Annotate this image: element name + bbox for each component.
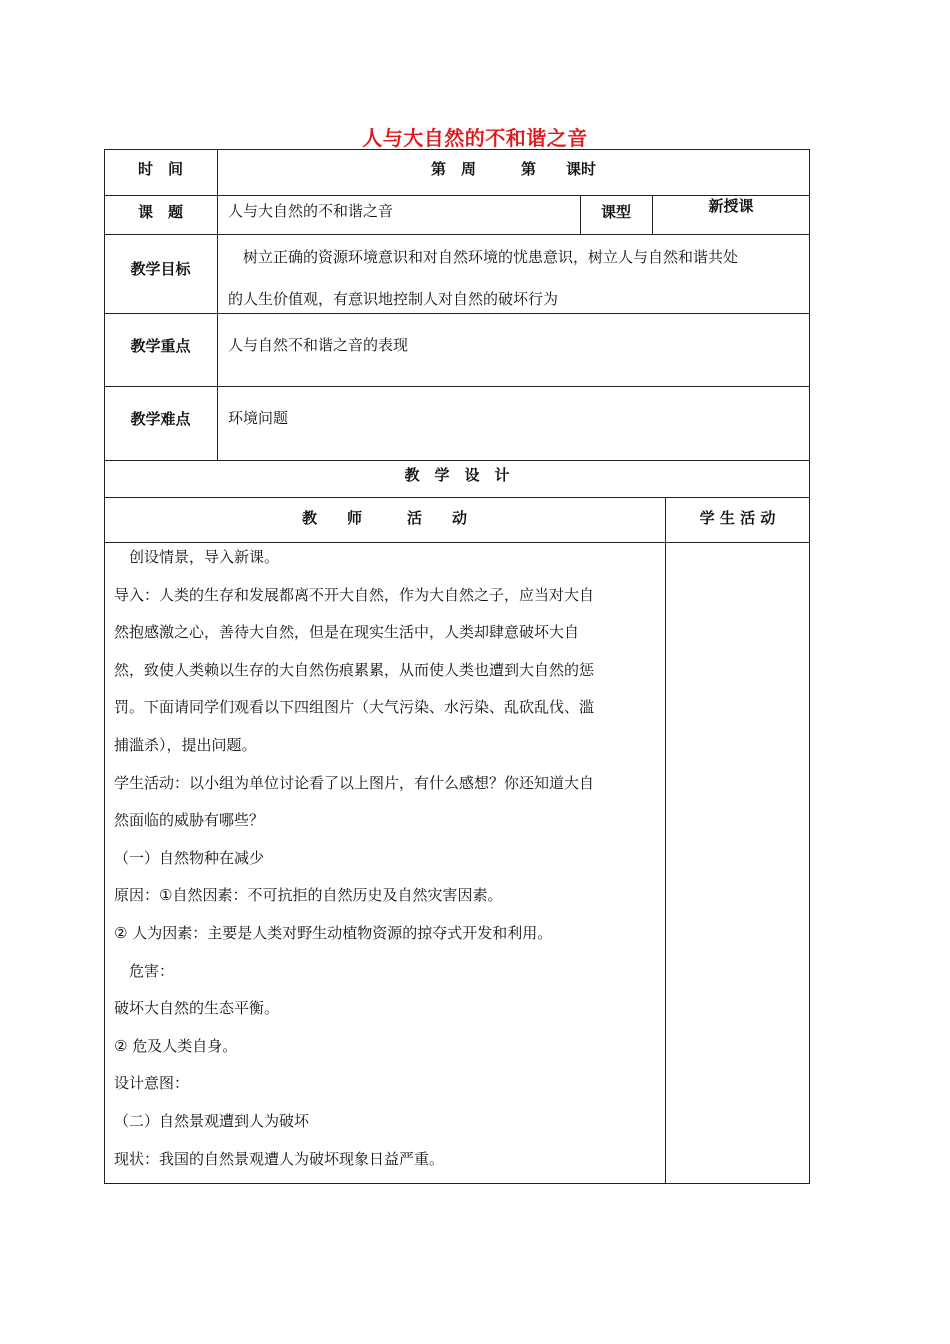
goals-label: 教学目标 xyxy=(130,260,191,278)
goals-line: 的人生价值观，有意识地控制人对自然的破坏行为 xyxy=(228,290,559,308)
topic-value: 人与大自然的不和谐之音 xyxy=(228,202,394,220)
row-divider xyxy=(104,497,810,498)
body-line: （二）自然景观遭到人为破坏 xyxy=(114,1111,310,1130)
body-line: 然面临的威胁有哪些？ xyxy=(114,811,265,830)
lesson-type-label: 课型 xyxy=(600,203,631,221)
key-points-value: 人与自然不和谐之音的表现 xyxy=(228,336,409,354)
body-line: 然抱感激之心，善待大自然，但是在现实生活中，人类却肆意破坏大自 xyxy=(114,623,580,642)
body-line: ② 危及人类自身。 xyxy=(114,1036,238,1055)
lesson-type-value: 新授课 xyxy=(708,197,754,215)
topic-label: 课 题 xyxy=(137,203,183,221)
body-line: 捕滥杀），提出问题。 xyxy=(114,735,257,754)
goals-text xyxy=(228,236,738,320)
row-divider xyxy=(104,460,810,461)
body-line: （一）自然物种在减少 xyxy=(114,848,265,867)
student-activity-heading: 学 生 活 动 xyxy=(699,509,776,527)
difficulties-value: 环境问题 xyxy=(228,409,289,427)
body-line: 破坏大自然的生态平衡。 xyxy=(114,999,280,1018)
time-label: 时 间 xyxy=(137,160,183,178)
goals-line: 树立正确的资源环境意识和对自然环境的忧患意识，树立人与自然和谐共处 xyxy=(228,248,739,266)
column-divider xyxy=(217,149,218,460)
row-divider xyxy=(104,234,810,235)
body-line: 罚。下面请同学们观看以下四组图片（大气污染、水污染、乱砍乱伐、滥 xyxy=(114,698,595,717)
body-line: 设计意图： xyxy=(114,1074,190,1093)
teacher-activity-body xyxy=(114,539,594,1178)
column-divider xyxy=(665,497,666,1184)
body-line: ② 人为因素：主要是人类对野生动植物资源的掠夺式开发和利用。 xyxy=(114,923,553,942)
teacher-activity-heading: 教 师 活 动 xyxy=(301,509,467,527)
body-line: 然，致使人类赖以生存的大自然伤痕累累，从而使人类也遭到大自然的惩 xyxy=(114,660,595,679)
body-line: 危害： xyxy=(114,961,175,980)
body-line: 导入：人类的生存和发展都离不开大自然，作为大自然之子，应当对大自 xyxy=(114,585,595,604)
body-line: 创设情景，导入新课。 xyxy=(114,548,280,566)
key-points-label: 教学重点 xyxy=(130,337,191,355)
body-line: 原因：①自然因素：不可抗拒的自然历史及自然灾害因素。 xyxy=(114,886,503,905)
design-heading: 教 学 设 计 xyxy=(404,466,510,484)
time-value: 第 周 第 课时 xyxy=(430,160,596,178)
row-divider xyxy=(104,386,810,387)
body-line: 学生活动：以小组为单位讨论看了以上图片，有什么感想？你还知道大自 xyxy=(114,773,595,792)
body-line: 现状：我国的自然景观遭人为破坏现象日益严重。 xyxy=(114,1149,445,1168)
difficulties-label: 教学难点 xyxy=(130,410,191,428)
document-title: 人与大自然的不和谐之音 xyxy=(362,126,588,150)
